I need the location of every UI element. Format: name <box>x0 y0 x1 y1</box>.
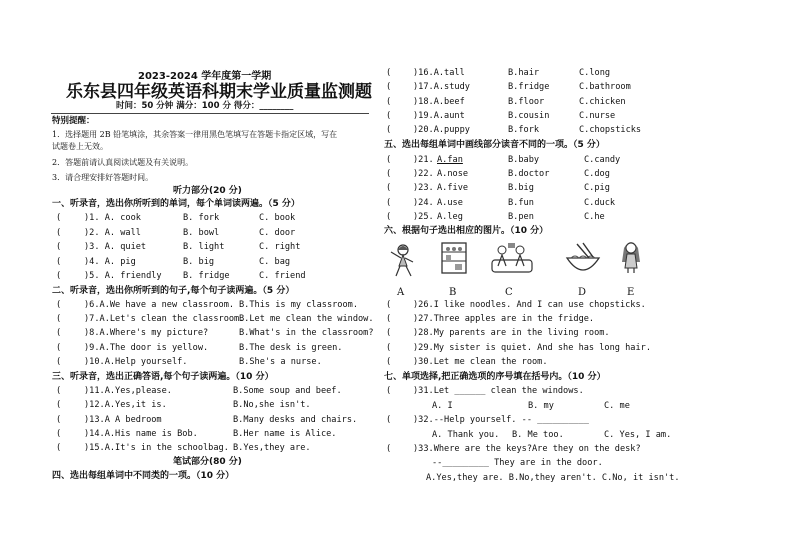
item-text: C. right <box>259 242 301 252</box>
item-text: B.doctor <box>508 169 550 179</box>
item-text: B.baby <box>508 155 540 165</box>
item-text: ( <box>386 155 392 165</box>
item-text: C.long <box>579 68 611 78</box>
item-text: )5. A. friendly <box>84 271 162 281</box>
item-text: )19.A.aunt <box>413 111 465 121</box>
item-text: B.She's a nurse. <box>239 357 322 367</box>
item-text: B. my <box>528 401 554 411</box>
item-text: A. I <box>432 401 453 411</box>
item-text: )8.A.Where's my picture? <box>84 328 209 338</box>
item-text: ( <box>56 228 62 238</box>
item-text: ( <box>56 213 62 223</box>
family-living-room-icon <box>490 240 534 276</box>
listening-title: 听力部分(20 分) <box>173 186 242 196</box>
notice-heading: 特别提醒： <box>52 116 95 126</box>
item-text: A. Thank you. <box>432 430 500 440</box>
item-text: )22. <box>413 169 434 179</box>
item-text: ( <box>56 443 62 453</box>
item-text: B.This is my classroom. <box>239 300 358 310</box>
item-text: )1. A. cook <box>84 213 141 223</box>
item-text: B.Many desks and chairs. <box>233 415 358 425</box>
item-text: )9.A.The door is yellow. <box>84 343 209 353</box>
item-text: B.big <box>508 183 534 193</box>
item-text: B.The desk is green. <box>239 343 343 353</box>
exam-info: 时间：50 分钟 满分：100 分 得分：________ <box>116 101 294 111</box>
item-text: )28.My parents are in the living room. <box>413 328 610 338</box>
item-text: )21. <box>413 155 434 165</box>
item-text: ( <box>56 300 62 310</box>
item-text: )27.Three apples are in the fridge. <box>413 314 595 324</box>
item-text: )30.Let me clean the room. <box>413 357 548 367</box>
item-text: ( <box>386 444 392 454</box>
item-text: A.fan <box>437 155 463 165</box>
item-text: )32.--Help yourself. -- __________ <box>413 415 589 425</box>
item-text: B.cousin <box>508 111 550 121</box>
item-text: ( <box>386 82 392 92</box>
item-text: ( <box>386 68 392 78</box>
item-text: C.chicken <box>579 97 626 107</box>
item-text: C.candy <box>584 155 621 165</box>
item-text: ( <box>56 314 62 324</box>
item-text: ( <box>56 343 62 353</box>
item-text: )2. A. wall <box>84 228 141 238</box>
item-text: ( <box>56 429 62 439</box>
item-text: C.nurse <box>579 111 616 121</box>
item-text: C. friend <box>259 271 306 281</box>
item-text: B.Some soup and beef. <box>233 386 342 396</box>
item-text: )4. A. pig <box>84 257 136 267</box>
item-text: )6.A.We have a new classroom. <box>84 300 235 310</box>
item-text: ( <box>386 169 392 179</box>
notice-line: 3．请合理安排好答题时间。 <box>52 173 154 182</box>
girl-cleaning-window-icon <box>385 242 421 278</box>
item-text: ( <box>386 111 392 121</box>
noodles-bowl-chopsticks-icon <box>563 242 603 278</box>
item-text: B.Let me clean the window. <box>239 314 374 324</box>
item-text: ( <box>386 314 392 324</box>
item-text: C.dog <box>584 169 610 179</box>
item-text: C. bag <box>259 257 291 267</box>
item-text: B.fridge <box>508 82 550 92</box>
item-text: B. big <box>183 257 215 267</box>
section-title: 三、听录音，选出正确答语,每个句子读两遍。（10 分） <box>52 372 274 382</box>
item-text: )7.A.Let's clean the classroom. <box>84 314 245 324</box>
item-text: C.bathroom <box>579 82 631 92</box>
item-text: C. me <box>604 401 630 411</box>
picture-letter: D <box>578 287 587 298</box>
item-text: C. book <box>259 213 296 223</box>
item-text: )14.A.His name is Bob. <box>84 429 198 439</box>
item-text: ( <box>386 343 392 353</box>
item-text: )16.A.tall <box>413 68 465 78</box>
page-title: 乐东县四年级英语科期末学业质量监测题 <box>66 82 372 102</box>
item-text: A.use <box>437 198 463 208</box>
item-text: )29.My sister is quiet. And she has long hair. <box>413 343 651 353</box>
picture-letter: C <box>505 287 513 298</box>
item-text: B.fun <box>508 198 534 208</box>
item-text: )31.Let ______ clean the windows. <box>413 386 584 396</box>
item-text: ( <box>56 386 62 396</box>
notice-line: 试题卷上无效。 <box>52 142 108 151</box>
fridge-shelf-icon <box>436 240 472 276</box>
girl-long-hair-icon <box>613 238 649 274</box>
item-text: )20.A.puppy <box>413 125 470 135</box>
item-text: C. door <box>259 228 296 238</box>
item-text: )10.A.Help yourself. <box>84 357 188 367</box>
item-text: )11.A.Yes,please. <box>84 386 172 396</box>
item-text: )23. <box>413 183 434 193</box>
item-text: ( <box>56 415 62 425</box>
picture-letter: E <box>627 287 635 298</box>
item-text: C.duck <box>584 198 616 208</box>
section-title: 一、听录音，选出你所听到的单词，每个单词读两遍。（5 分） <box>52 199 300 209</box>
section-title: 六、根据句子选出相应的图片。（10 分） <box>384 226 549 236</box>
item-text: B.floor <box>508 97 545 107</box>
item-text: ( <box>386 125 392 135</box>
item-text: )15.A.It's in the schoolbag. <box>84 443 229 453</box>
item-text: ( <box>56 257 62 267</box>
item-text: B.What's in the classroom? <box>239 328 374 338</box>
item-text: A.nose <box>437 169 469 179</box>
item-text: ( <box>386 386 392 396</box>
item-text: C.chopsticks <box>579 125 642 135</box>
item-text: ( <box>386 198 392 208</box>
item-text: ( <box>386 300 392 310</box>
item-text: ( <box>386 97 392 107</box>
picture-letter: A <box>397 287 405 298</box>
section-title: 七、单项选择,把正确选项的序号填在括号内。（10 分） <box>384 372 606 382</box>
item-text: )17.A.study <box>413 82 470 92</box>
item-text: )24. <box>413 198 434 208</box>
item-text: ( <box>386 328 392 338</box>
item-text: )33.Where are the keys?Are they on the desk? <box>413 444 641 454</box>
item-text: ( <box>386 212 392 222</box>
item-text: ( <box>386 357 392 367</box>
item-text: ( <box>56 328 62 338</box>
item-text: )25. <box>413 212 434 222</box>
item-text: B.Yes,they are. <box>233 443 311 453</box>
item-text: ( <box>56 400 62 410</box>
item-text: B.Her name is Alice. <box>233 429 337 439</box>
section-title: 二、听录音，选出你所听到的句子,每个句子读两遍。（5 分） <box>52 286 295 296</box>
divider <box>51 113 369 114</box>
item-text: A.five <box>437 183 469 193</box>
item-text: ( <box>56 357 62 367</box>
section-title: 四、选出每组单词中不同类的一项。（10 分） <box>52 471 235 481</box>
item-text: B. fork <box>183 213 220 223</box>
item-text: ( <box>56 271 62 281</box>
item-text: ( <box>386 183 392 193</box>
notice-line: 1．选择题用 2B 铅笔填涂，其余答案一律用黑色笔填写在答题卡指定区域，写在 <box>52 130 338 139</box>
item-text: )13.A A bedroom <box>84 415 162 425</box>
item-text: B. Me too. <box>512 430 564 440</box>
item-text: A.Yes,they are. B.No,they aren't. C.No, it isn't. <box>426 473 680 483</box>
writing-title: 笔试部分(80 分) <box>173 457 242 467</box>
item-text: B.No,she isn't. <box>233 400 311 410</box>
item-text: )12.A.Yes,it is. <box>84 400 167 410</box>
item-text: --_________ They are in the door. <box>432 458 603 468</box>
item-text: B.pen <box>508 212 534 222</box>
item-text: )26.I like noodles. And I can use chopsticks. <box>413 300 646 310</box>
item-text: )3. A. quiet <box>84 242 147 252</box>
item-text: C.pig <box>584 183 610 193</box>
item-text: )18.A.beef <box>413 97 465 107</box>
section-title: 五、选出每组单词中画线部分读音不同的一项。（5 分） <box>384 140 605 150</box>
item-text: C.he <box>584 212 605 222</box>
item-text: B. bowl <box>183 228 220 238</box>
item-text: C. Yes, I am. <box>604 430 672 440</box>
item-text: B.fork <box>508 125 540 135</box>
year-term: 2023-2024 学年度第一学期 <box>138 71 272 82</box>
picture-letter: B <box>449 287 457 298</box>
item-text: B. fridge <box>183 271 230 281</box>
item-text: B. light <box>183 242 225 252</box>
item-text: A.leg <box>437 212 463 222</box>
item-text: ( <box>56 242 62 252</box>
notice-line: 2．答题前请认真阅读试题及有关说明。 <box>52 158 194 167</box>
item-text: B.hair <box>508 68 540 78</box>
item-text: ( <box>386 415 392 425</box>
